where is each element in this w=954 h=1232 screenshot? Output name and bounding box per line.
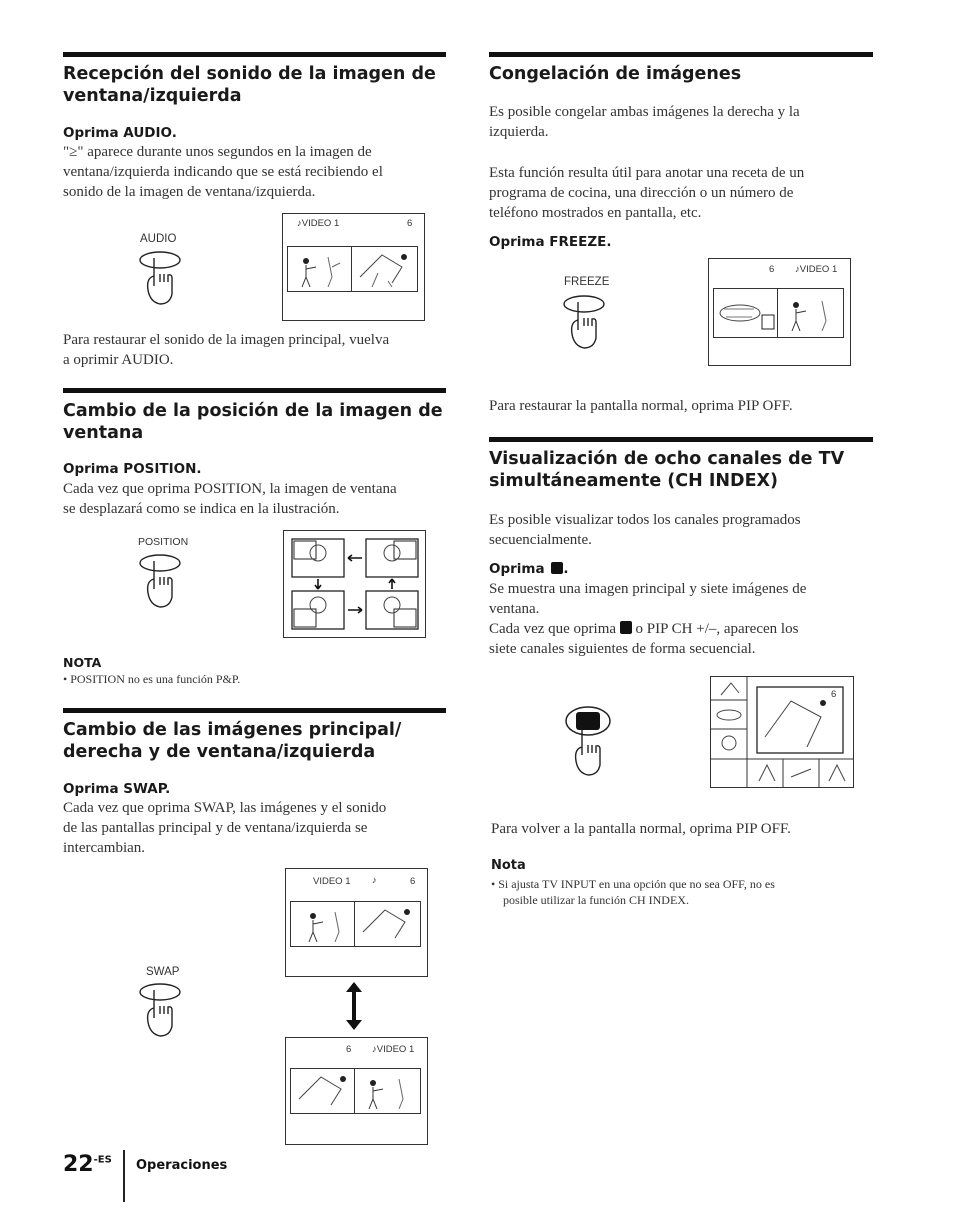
tv-screen-freeze (708, 258, 851, 366)
tv-audio-mark: ♪ (372, 875, 377, 886)
section-title-ch-index: Visualización de ocho canales de TV simultáneamente (CH INDEX) (489, 449, 845, 491)
tv-channel-number: 6 (410, 876, 416, 887)
tv-channel-number: 6 (407, 218, 413, 229)
section-rule (63, 52, 446, 57)
tv-channel-number: 6 (769, 264, 775, 275)
section-rule (489, 437, 873, 442)
left-window-image (290, 901, 356, 947)
ch-index-button-icon (551, 562, 563, 574)
audio-button-label: AUDIO (140, 233, 177, 245)
hand-press-icon (136, 551, 186, 611)
step-press-freeze: Oprima FREEZE. (489, 234, 612, 250)
right-window-image (354, 1068, 421, 1114)
swap-description: Cada vez que oprima SWAP, las imágenes y el sonido de las pantallas principal y de ventana/izquierda se intercambian. (63, 800, 387, 856)
section-rule (63, 388, 446, 393)
audio-restore-text: Para restaurar el sonido de la imagen principal, vuelva a oprimir AUDIO. (63, 332, 390, 368)
freeze-button-label: FREEZE (564, 276, 610, 288)
position-diagram-graphic (284, 531, 425, 637)
hand-press-icon (560, 292, 610, 352)
tv-channel-number: 6 (831, 689, 837, 700)
tv-caption: ♪VIDEO 1 (372, 1044, 415, 1055)
section-title-swap: Cambio de las imágenes principal/ derecha y de ventana/izquierda (63, 720, 402, 762)
step-press-ch-index: Oprima . (489, 561, 569, 577)
swap-arrow-icon (343, 980, 365, 1032)
freeze-intro: Es posible congelar ambas imágenes la derecha y la izquierda. (489, 104, 800, 140)
left-window-image (290, 1068, 356, 1114)
tv-screen-audio (282, 213, 425, 321)
tv-screen-after-swap (285, 1037, 428, 1145)
hand-press-icon (136, 980, 186, 1040)
step-press-audio: Oprima AUDIO. (63, 125, 177, 141)
right-window-image (354, 901, 421, 947)
position-cycle-diagram (283, 530, 426, 638)
freeze-restore-text: Para restaurar la pantalla normal, oprima PIP OFF. (489, 398, 793, 414)
ch-index-button-icon (620, 621, 632, 634)
section-rule (489, 52, 873, 57)
section-title-freeze: Congelación de imágenes (489, 64, 742, 84)
left-window-image (713, 288, 779, 338)
footer-section-name: Operaciones (136, 1158, 228, 1173)
section-rule (63, 708, 446, 713)
section-title-position: Cambio de la posición de la imagen de ventana (63, 401, 443, 443)
hand-press-icon (136, 248, 186, 308)
note-title: Nota (491, 858, 526, 873)
ch-index-description: Se muestra una imagen principal y siete imágenes de ventana. Cada vez que oprima o PIP CH +/–, aparecen los siete canales siguientes de forma secuencial. (489, 581, 807, 657)
right-window-image (351, 246, 418, 292)
freeze-use-case: Esta función resulta útil para anotar una receta de un programa de cocina, una dirección o un número de teléfono mostrados en pantalla, etc. (489, 165, 805, 221)
section-title-audio: Recepción del sonido de la imagen de ventana/izquierda (63, 64, 436, 106)
tv-caption: ♪VIDEO 1 (795, 264, 838, 275)
tv-caption: ♪VIDEO 1 (297, 218, 340, 229)
right-window-image (777, 288, 844, 338)
tv-screen-before-swap (285, 868, 428, 977)
ch-index-restore-text: Para volver a la pantalla normal, oprima PIP OFF. (491, 821, 791, 837)
position-button-label: POSITION (138, 536, 189, 548)
ch-index-intro: Es posible visualizar todos los canales programados secuencialmente. (489, 512, 801, 548)
position-description: Cada vez que oprima POSITION, la imagen de ventana se desplazará como se indica en la ilustración. (63, 481, 397, 517)
ch-index-hand-press-icon (560, 703, 616, 777)
note-title: NOTA (63, 655, 102, 670)
note-item: • POSITION no es una función P&P. (63, 672, 241, 686)
note-item: • Si ajusta TV INPUT en una opción que no sea OFF, no es posible utilizar la función CH INDEX. (491, 877, 775, 907)
tv-caption: VIDEO 1 (313, 876, 351, 887)
footer-separator (123, 1150, 125, 1202)
step-press-swap: Oprima SWAP. (63, 781, 171, 797)
audio-description: "≥" aparece durante unos segundos en la imagen de ventana/izquierda indicando que se está recibiendo el sonido de la imagen de ventana/izquierda. (63, 144, 383, 200)
tv-channel-number: 6 (346, 1044, 352, 1055)
ch-index-screen (710, 676, 854, 788)
swap-button-label: SWAP (146, 966, 180, 978)
left-window-image (287, 246, 353, 292)
page-number: $22^{-ES}$ (63, 1152, 112, 1177)
step-press-position: Oprima POSITION. (63, 461, 202, 477)
